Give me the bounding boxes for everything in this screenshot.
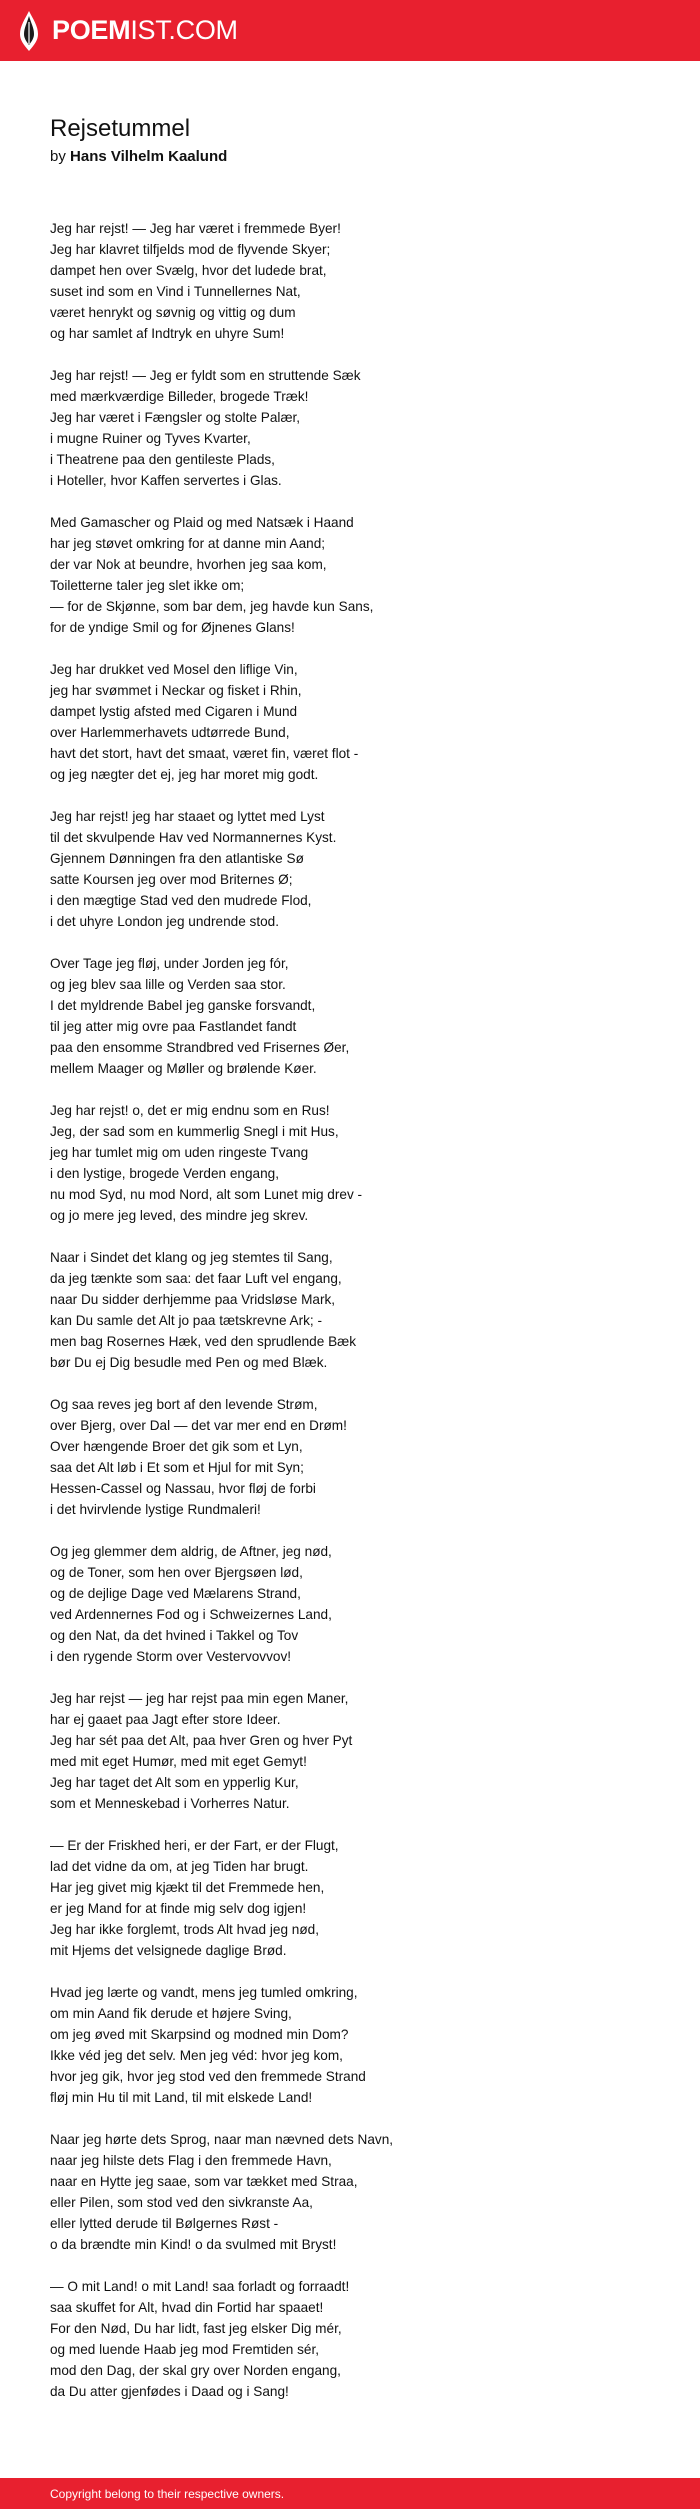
stanza xyxy=(50,2129,670,2255)
poem-line: eller lytted derude til Bølgernes Røst - xyxy=(50,2216,279,2231)
poem-article xyxy=(50,112,670,2423)
poem-line: For den Nød, Du har lidt, fast jeg elsker Dig mér, xyxy=(50,2321,342,2336)
poem-line: naar en Hytte jeg saae, som var tækket med Straa, xyxy=(50,2174,358,2189)
stanza xyxy=(50,218,670,344)
poem-line: med mit eget Humør, med mit eget Gemyt! xyxy=(50,1754,307,1769)
poem-line: Jeg har rejst! jeg har staaet og lyttet med Lyst xyxy=(50,809,325,824)
poem-line: Med Gamascher og Plaid og med Natsæk i Haand xyxy=(50,515,354,530)
copyright-text: Copyright belong to their respective owners. xyxy=(50,2486,285,2501)
poem-line: Hessen-Cassel og Nassau, hvor fløj de forbi xyxy=(50,1481,316,1496)
poem-line: og jeg nægter det ej, jeg har moret mig godt. xyxy=(50,767,319,782)
stanza xyxy=(50,365,670,491)
stanza xyxy=(50,2276,670,2402)
poem-line: fløj min Hu til mit Land, til mit elskede Land! xyxy=(50,2090,313,2105)
site-header xyxy=(0,0,700,61)
poem-line: Og saa reves jeg bort af den levende Strøm, xyxy=(50,1397,318,1412)
poem-line: har jeg støvet omkring for at danne min Aand; xyxy=(50,536,326,551)
poem-line: og har samlet af Indtryk en uhyre Sum! xyxy=(50,326,285,341)
stanza xyxy=(50,1394,670,1520)
poem-line: Jeg har drukket ved Mosel den liflige Vin, xyxy=(50,662,298,677)
poem-line: — Er der Friskhed heri, er der Fart, er der Flugt, xyxy=(50,1838,339,1853)
poem-line: Jeg har rejst — jeg har rejst paa min egen Maner, xyxy=(50,1691,349,1706)
stanza xyxy=(50,1100,670,1226)
poem-line: da Du atter gjenfødes i Daad og i Sang! xyxy=(50,2384,289,2399)
poem-line: saa skuffet for Alt, hvad din Fortid har spaaet! xyxy=(50,2300,324,2315)
poem-line: Gjennem Dønningen fra den atlantiske Sø xyxy=(50,851,304,866)
poem-line: for de yndige Smil og for Øjnenes Glans! xyxy=(50,620,295,635)
poem-line: Jeg har klavret tilfjelds mod de flyvende Skyer; xyxy=(50,242,331,257)
poem-line: som et Menneskebad i Vorherres Natur. xyxy=(50,1796,290,1811)
poem-line: jeg har tumlet mig om uden ringeste Tvang xyxy=(50,1145,309,1160)
stanza xyxy=(50,1835,670,1961)
poem-line: over Harlemmerhavets udtørrede Bund, xyxy=(50,725,290,740)
poem-line: dampet hen over Svælg, hvor det ludede brat, xyxy=(50,263,327,278)
poem-line: ved Ardennernes Fod og i Schweizernes Land, xyxy=(50,1607,332,1622)
poem-line: været henrykt og søvnig og vittig og dum xyxy=(50,305,296,320)
poem-line: i det hvirvlende lystige Rundmaleri! xyxy=(50,1502,261,1517)
stanza xyxy=(50,1688,670,1814)
poem-line: I det myldrende Babel jeg ganske forsvandt, xyxy=(50,998,316,1013)
byline-prefix: by xyxy=(50,148,66,165)
poem-line: paa den ensomme Strandbred ved Frisernes Øer, xyxy=(50,1040,350,1055)
poem-line: til det skvulpende Hav ved Normannernes Kyst. xyxy=(50,830,337,845)
poem-line: i den lystige, brogede Verden engang, xyxy=(50,1166,280,1181)
poem-line: naar Du sidder derhjemme paa Vridsløse Mark, xyxy=(50,1292,336,1307)
poem-line: i den rygende Storm over Vestervovvov! xyxy=(50,1649,292,1664)
byline xyxy=(50,146,670,168)
poem-line: Naar i Sindet det klang og jeg stemtes til Sang, xyxy=(50,1250,333,1265)
feather-pen-icon xyxy=(18,10,40,52)
poem-line: og jeg blev saa lille og Verden saa stor. xyxy=(50,977,286,992)
poem-line: har ej gaaet paa Jagt efter store Ideer. xyxy=(50,1712,281,1727)
poem-line: i Theatrene paa den gentileste Plads, xyxy=(50,452,275,467)
poem-line: hvor jeg gik, hvor jeg stod ved den fremmede Strand xyxy=(50,2069,366,2084)
poem-line: bør Du ej Dig besudle med Pen og med Blæk. xyxy=(50,1355,328,1370)
poem-line: og den Nat, da det hvined i Takkel og Tov xyxy=(50,1628,299,1643)
poem-line: og med luende Haab jeg mod Fremtiden sér, xyxy=(50,2342,320,2357)
poem-line: Jeg har rejst! o, det er mig endnu som en Rus! xyxy=(50,1103,330,1118)
poem-line: om min Aand fik derude et højere Sving, xyxy=(50,2006,292,2021)
poem-line: jeg har svømmet i Neckar og fisket i Rhin, xyxy=(50,683,302,698)
poem-title: Rejsetummel xyxy=(50,115,191,142)
stanza xyxy=(50,1982,670,2108)
poem-line: Ikke véd jeg det selv. Men jeg véd: hvor jeg kom, xyxy=(50,2048,343,2063)
poem-line: Over hængende Broer det gik som et Lyn, xyxy=(50,1439,303,1454)
poem-line: Hvad jeg lærte og vandt, mens jeg tumled omkring, xyxy=(50,1985,358,2000)
poem-line: saa det Alt løb i Et som et Hjul for mit Syn; xyxy=(50,1460,304,1475)
poem-body xyxy=(50,218,670,2402)
stanza xyxy=(50,659,670,785)
poem-line: Jeg har sét paa det Alt, paa hver Gren og hver Pyt xyxy=(50,1733,353,1748)
site-name: POEMIST.COM xyxy=(52,15,238,45)
site-footer xyxy=(0,2478,700,2509)
poem-line: der var Nok at beundre, hvorhen jeg saa kom, xyxy=(50,557,327,572)
poem-line: Jeg, der sad som en kummerlig Snegl i mit Hus, xyxy=(50,1124,339,1139)
poem-line: i den mægtige Stad ved den mudrede Flod, xyxy=(50,893,312,908)
poem-line: og de dejlige Dage ved Mælarens Strand, xyxy=(50,1586,301,1601)
poem-line: kan Du samle det Alt jo paa tætskrevne Ark; - xyxy=(50,1313,323,1328)
poem-line: Jeg har rejst! — Jeg er fyldt som en struttende Sæk xyxy=(50,368,361,383)
poem-line: Jeg har rejst! — Jeg har været i fremmede Byer! xyxy=(50,221,341,236)
poem-line: Jeg har ikke forglemt, trods Alt hvad jeg nød, xyxy=(50,1922,319,1937)
poem-line: men bag Rosernes Hæk, ved den sprudlende Bæk xyxy=(50,1334,357,1349)
poem-line: lad det vidne da om, at jeg Tiden har brugt. xyxy=(50,1859,309,1874)
poem-line: Naar jeg hørte dets Sprog, naar man nævned dets Navn, xyxy=(50,2132,394,2147)
poem-line: — for de Skjønne, som bar dem, jeg havde kun Sans, xyxy=(50,599,374,614)
poem-line: i mugne Ruiner og Tyves Kvarter, xyxy=(50,431,251,446)
poem-line: mellem Maager og Møller og brølende Køer. xyxy=(50,1061,317,1076)
poem-line: suset ind som en Vind i Tunnellernes Nat, xyxy=(50,284,301,299)
poem-line: mit Hjems det velsignede daglige Brød. xyxy=(50,1943,287,1958)
poem-line: i Hoteller, hvor Kaffen servertes i Glas. xyxy=(50,473,282,488)
poem-line: da jeg tænkte som saa: det faar Luft vel engang, xyxy=(50,1271,342,1286)
stanza xyxy=(50,512,670,638)
poem-line: satte Koursen jeg over mod Briternes Ø; xyxy=(50,872,293,887)
poem-line: om jeg øved mit Skarpsind og modned min Dom? xyxy=(50,2027,349,2042)
poem-line: Jeg har taget det Alt som en ypperlig Kur, xyxy=(50,1775,299,1790)
poem-line: er jeg Mand for at finde mig selv dog igjen! xyxy=(50,1901,307,1916)
poem-line: — O mit Land! o mit Land! saa forladt og forraadt! xyxy=(50,2279,350,2294)
poem-line: Toiletterne taler jeg slet ikke om; xyxy=(50,578,245,593)
poem-line: dampet lystig afsted med Cigaren i Mund xyxy=(50,704,298,719)
stanza xyxy=(50,806,670,932)
poem-line: til jeg atter mig ovre paa Fastlandet fandt xyxy=(50,1019,297,1034)
poem-line: med mærkværdige Billeder, brogede Træk! xyxy=(50,389,309,404)
poem-line: og jo mere jeg leved, des mindre jeg skrev. xyxy=(50,1208,309,1223)
poem-line: eller Pilen, som stod ved den sivkranste Aa, xyxy=(50,2195,313,2210)
poem-line: mod den Dag, der skal gry over Norden engang, xyxy=(50,2363,341,2378)
poem-line: havt det stort, havt det smaat, været fin, været flot - xyxy=(50,746,359,761)
stanza xyxy=(50,1541,670,1667)
poem-line: i det uhyre London jeg undrende stod. xyxy=(50,914,280,929)
poem-line: nu mod Syd, nu mod Nord, alt som Lunet mig drev - xyxy=(50,1187,363,1202)
poem-line: over Bjerg, over Dal — det var mer end en Drøm! xyxy=(50,1418,347,1433)
poem-line: Og jeg glemmer dem aldrig, de Aftner, jeg nød, xyxy=(50,1544,332,1559)
stanza xyxy=(50,1247,670,1373)
author-name[interactable]: Hans Vilhelm Kaalund xyxy=(70,148,228,165)
site-logo[interactable] xyxy=(18,10,238,52)
poem-line: Jeg har været i Fængsler og stolte Palær, xyxy=(50,410,301,425)
poem-line: og de Toner, som hen over Bjergsøen lød, xyxy=(50,1565,303,1580)
poem-line: Har jeg givet mig kjækt til det Fremmede hen, xyxy=(50,1880,325,1895)
poem-line: naar jeg hilste dets Flag i den fremmede Havn, xyxy=(50,2153,332,2168)
stanza xyxy=(50,953,670,1079)
poem-line: Over Tage jeg fløj, under Jorden jeg fór, xyxy=(50,956,289,971)
poem-line: o da brændte min Kind! o da svulmed mit Bryst! xyxy=(50,2237,337,2252)
